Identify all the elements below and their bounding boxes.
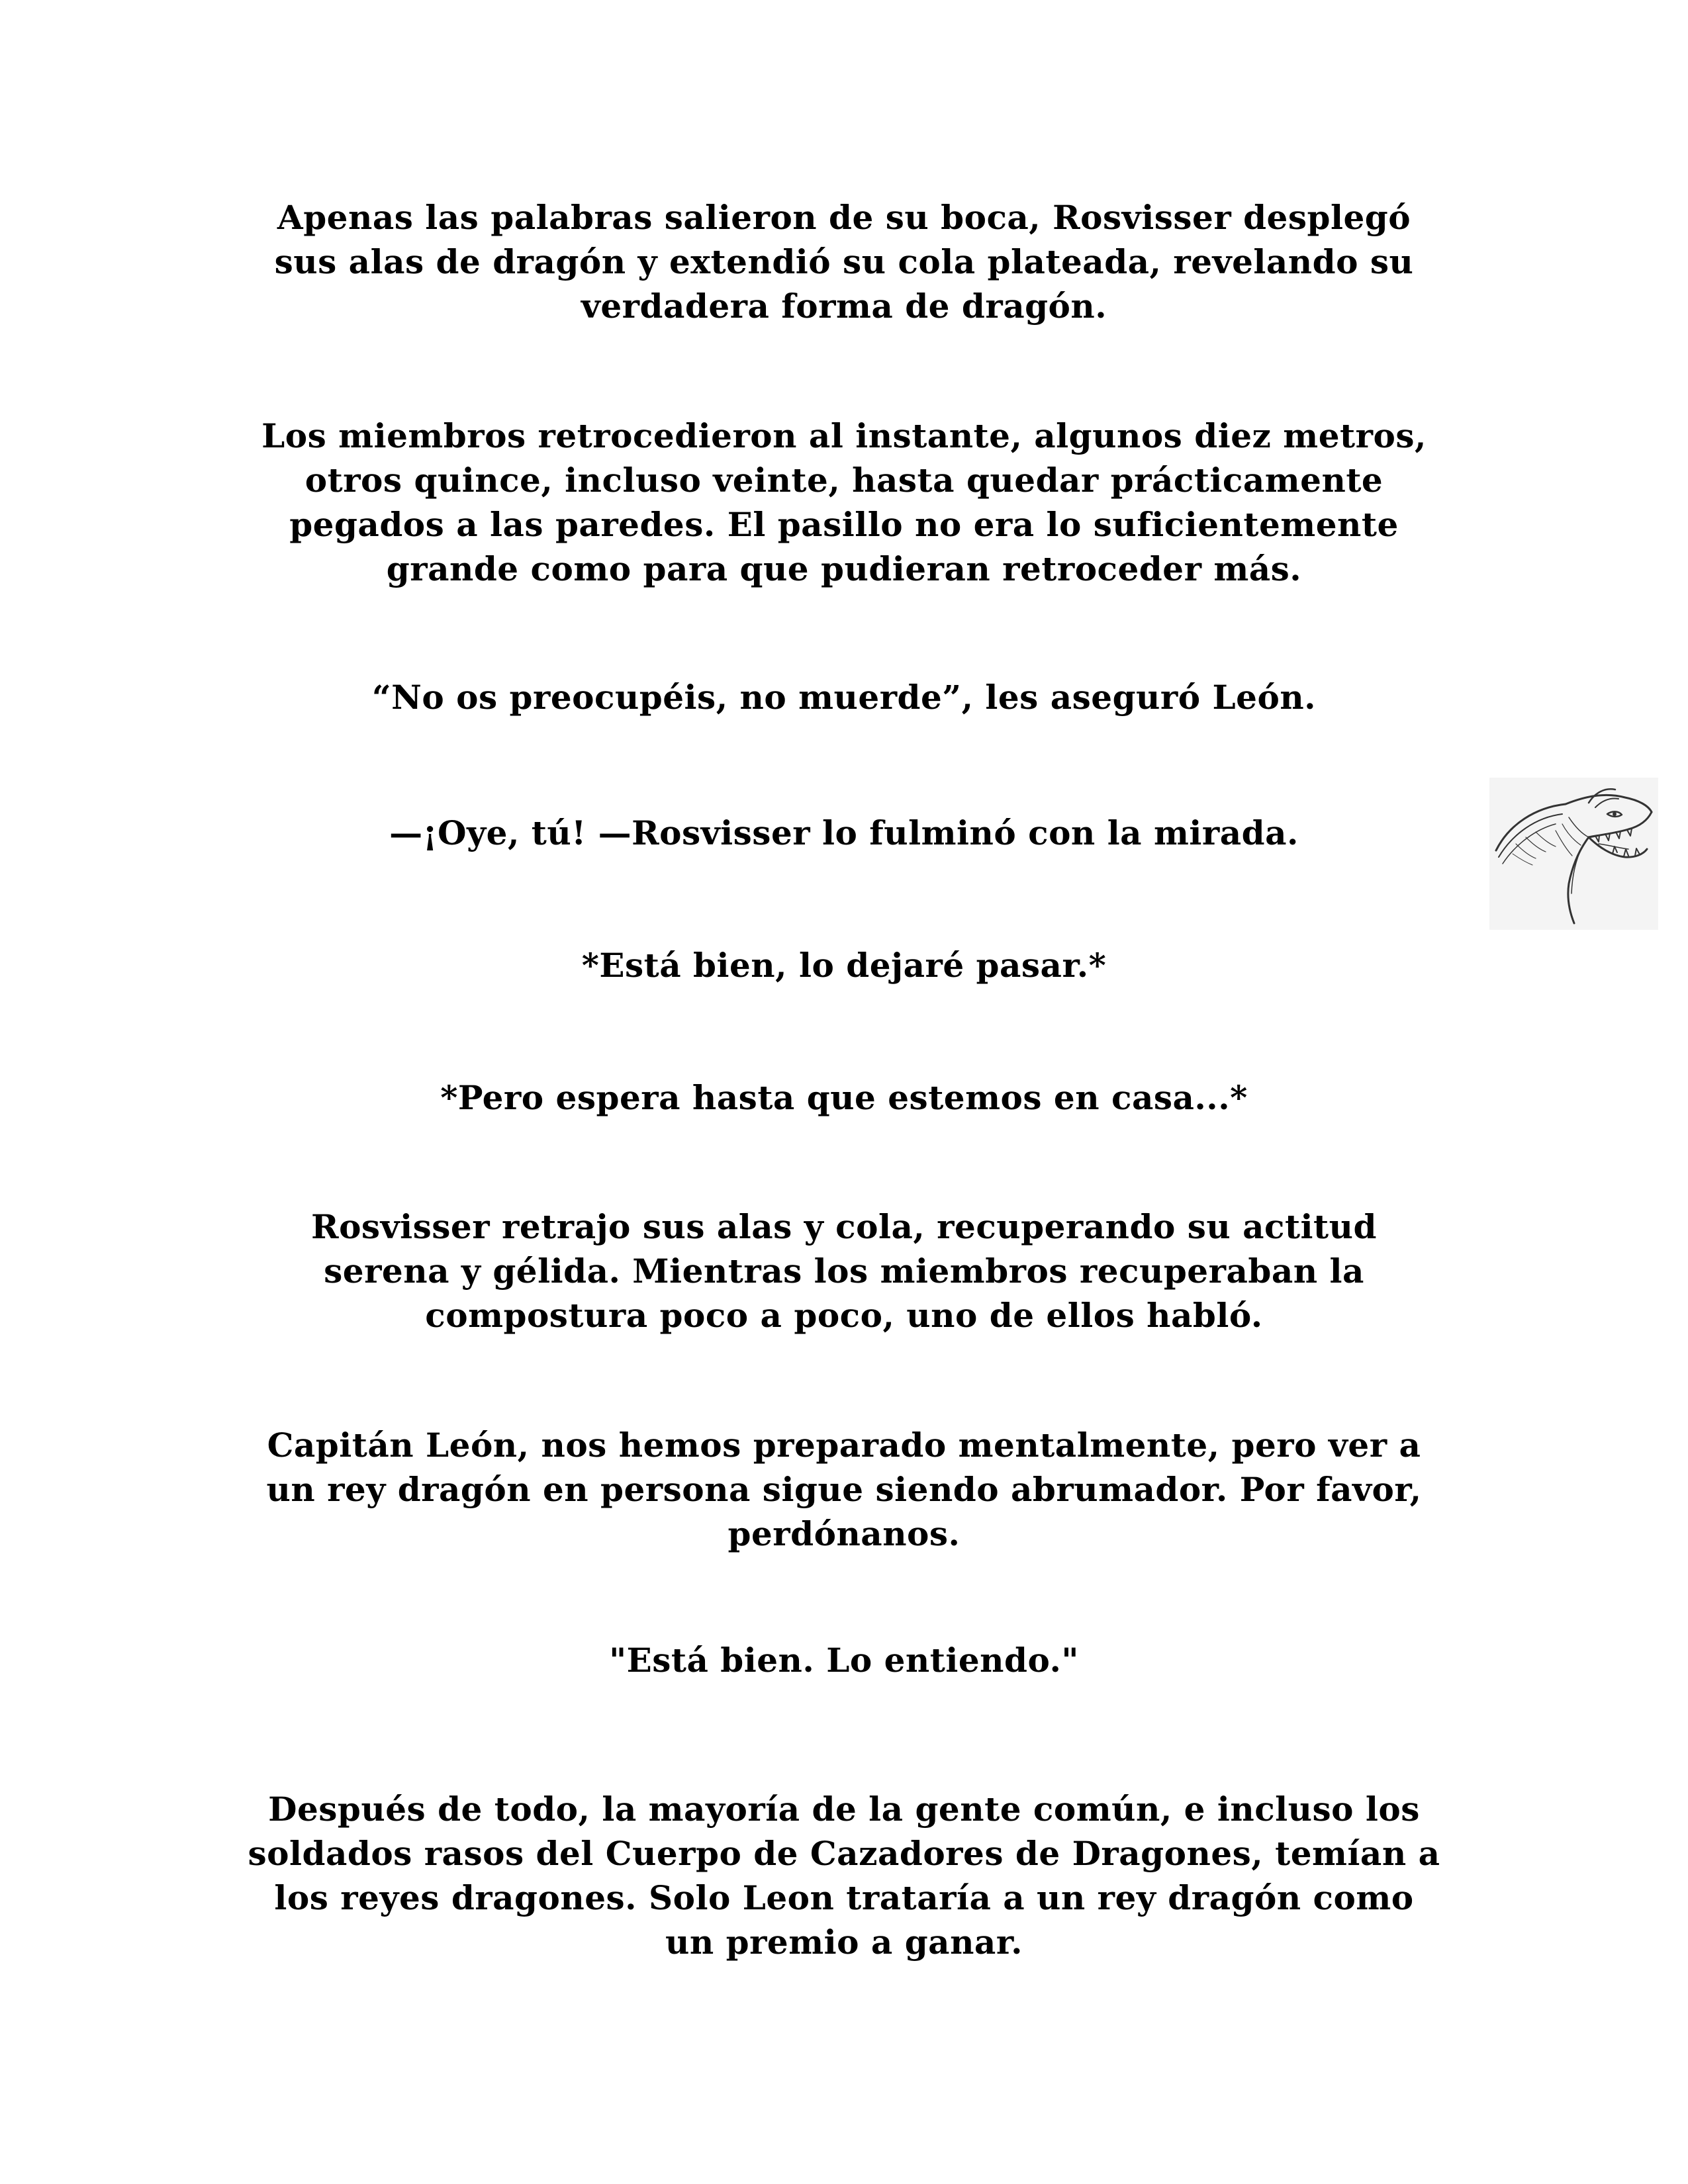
paragraph-10: Después de todo, la mayoría de la gente común, e incluso los soldados rasos del Cuerpo de Cazadores de Dragones, temían a los reyes dragones. Solo Leon trataría a un rey dragón como un premio a ganar. <box>248 1790 1440 1962</box>
paragraph-9: "Está bien. Lo entiendo." <box>609 1641 1079 1680</box>
paragraph-4: —¡Oye, tú! —Rosvisser lo fulminó con la mirada. <box>389 813 1299 852</box>
paragraph-5: *Está bien, lo dejaré pasar.* <box>581 946 1107 985</box>
dragon-head-sketch-icon <box>1489 778 1658 930</box>
paragraph-7: Rosvisser retrajo sus alas y cola, recuperando su actitud serena y gélida. Mientras los miembros recuperaban la compostura poco a poco, uno de ellos habló. <box>311 1207 1377 1335</box>
paragraph-6: *Pero espera hasta que estemos en casa...* <box>440 1078 1248 1117</box>
paragraph-3: “No os preocupéis, no muerde”, les aseguró León. <box>371 678 1317 717</box>
paragraph-1: Apenas las palabras salieron de su boca, Rosvisser desplegó sus alas de dragón y extendió su cola plateada, revelando su verdadera forma de dragón. <box>274 198 1414 326</box>
paragraph-2: Los miembros retrocedieron al instante, algunos diez metros, otros quince, incluso veinte, hasta quedar prácticamente pegados a las paredes. El pasillo no era lo suficientemente grande como para que pudieran retroceder más. <box>261 416 1427 588</box>
paragraph-8: Capitán León, nos hemos preparado mentalmente, pero ver a un rey dragón en persona sigue siendo abrumador. Por favor, perdónanos. <box>266 1426 1422 1553</box>
